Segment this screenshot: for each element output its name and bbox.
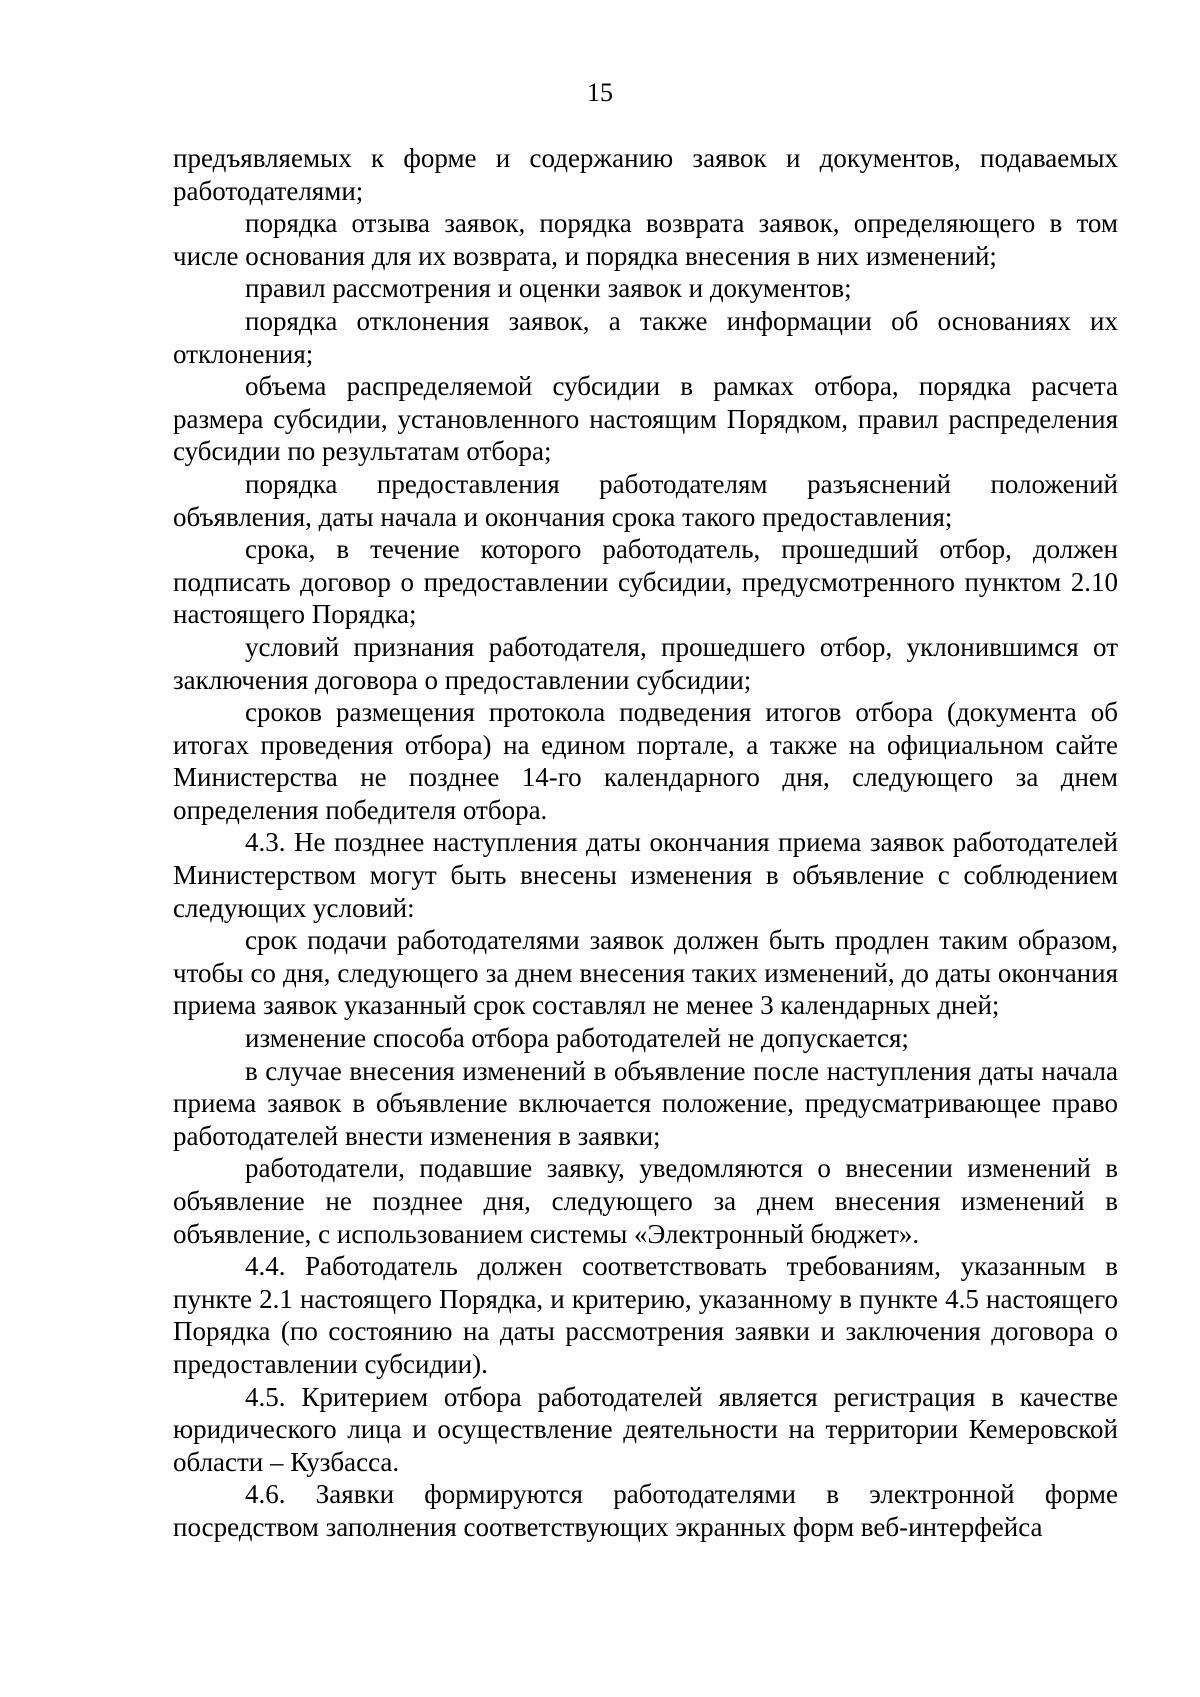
paragraph-notification: работодатели, подавшие заявку, уведомляются о внесении изменений в объявление не позднее дня, следующего за днем внесения изменений в объявление, с использованием системы «Электронный бюджет». — [173, 1153, 1118, 1249]
page-number: 15 — [587, 78, 613, 107]
paragraph-evasion-conditions: условий признания работодателя, прошедшего отбор, уклонившимся от заключения договора о предоставлении субсидии; — [173, 631, 1118, 695]
paragraph-subsidy-volume: объема распределяемой субсидии в рамках отбора, порядка расчета размера субсидии, установленного настоящим Порядком, правил распределения субсидии по результатам отбора; — [173, 371, 1118, 467]
paragraph-changes-after-start: в случае внесения изменений в объявление после наступления даты начала приема заявок в объявление включается положение, предусматривающее право работодателей внести изменения в заявки; — [173, 1055, 1118, 1151]
paragraph-4-6: 4.6. Заявки формируются работодателями в электронной форме посредством заполнения соответствующих экранных форм веб-интерфейса — [173, 1479, 1118, 1542]
paragraph-deadline-extension: срок подачи работодателями заявок должен быть продлен таким образом, чтобы со дня, следующего за днем внесения таких изменений, до даты окончания приема заявок указанный срок составлял не менее 3 календарных дней; — [173, 925, 1118, 1021]
paragraph-contract-term: срока, в течение которого работодатель, прошедший отбор, должен подписать договор о предоставлении субсидии, предусмотренного пунктом 2.10 настоящего Порядка; — [173, 534, 1118, 630]
paragraph-4-3: 4.3. Не позднее наступления даты окончания приема заявок работодателей Министерством могут быть внесены изменения в объявление с соблюдением следующих условий: — [173, 827, 1118, 923]
paragraph-withdrawal-order: порядка отзыва заявок, порядка возврата заявок, определяющего в том числе основания для их возврата, и порядка внесения в них изменений; — [173, 208, 1118, 271]
paragraph-protocol-terms: сроков размещения протокола подведения итогов отбора (документа об итогах проведения отбора) на едином портале, а также на официальном сайте Министерства не позднее 14-го календарного дня, следующего за днем определения победителя отбора. — [173, 697, 1118, 825]
paragraph-requirements-continued: предъявляемых к форме и содержанию заявок и документов, подаваемых работодателями; — [173, 143, 1118, 206]
paragraph-4-5: 4.5. Критерием отбора работодателей является регистрация в качестве юридического лица и осуществление деятельности на территории Кемеровской области – Кузбасса. — [173, 1381, 1118, 1477]
paragraph-method-change: изменение способа отбора работодателей не допускается; — [245, 1023, 909, 1054]
paragraph-clarifications: порядка предоставления работодателям разъяснений положений объявления, даты начала и окончания срока такого предоставления; — [173, 468, 1118, 532]
paragraph-4-4: 4.4. Работодатель должен соответствовать требованиям, указанным в пункте 2.1 настоящего Порядка, и критерию, указанному в пункте 4.5 настоящего Порядка (по состоянию на даты рассмотрения заявки и заключения договора о предоставлении субсидии). — [173, 1251, 1118, 1379]
document-body — [173, 142, 1118, 1544]
paragraph-rejection-order: порядка отклонения заявок, а также информации об основаниях их отклонения; — [173, 305, 1118, 369]
paragraph-review-rules: правил рассмотрения и оценки заявок и документов; — [245, 273, 852, 304]
